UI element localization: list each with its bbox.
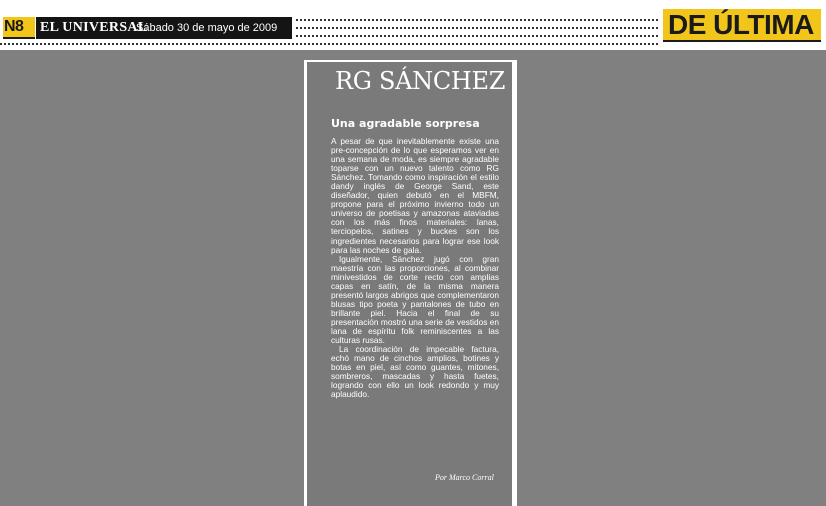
dotted-rule-bottom-left — [0, 43, 658, 45]
article-paragraph: La coordinación de impecable factura, echó mano de cinchos amplios, botines y botas en piel, así como guantes, mitones, sombreros, mascadas y hasta fuetes, logrando con ello un look redondo y muy aplaudido. — [331, 344, 499, 400]
article-paragraph: A pesar de que inevitablemente existe una pre-concepción de lo que esperamos ver en una semana de moda, es siempre agradable toparse con un nuevo talento como RG Sánchez. Tomando como inspiración el estilo dandy inglés de George Sand, este diseñador, quien debutó en el MBFM, propone para el próximo invierno todo un universo de poetisas y amazonas ataviadas con los más finos materiales: lanas, terciopelos, satines y buckes son los ingredientes necesarios para lograr ese look para las noches de gala. — [331, 136, 499, 255]
article-column — [304, 60, 517, 506]
dotted-rule-middle — [296, 27, 658, 29]
dotted-rule-bottom — [296, 35, 658, 37]
newspaper-name: EL UNIVERSAL — [40, 20, 148, 35]
section-title: DE ÚLTIMA — [668, 9, 814, 40]
issue-date: Sábado 30 de mayo de 2009 — [136, 22, 278, 34]
article-byline: Por Marco Corral — [435, 473, 494, 482]
page-number: N8 — [4, 18, 24, 35]
dotted-rule-top-right — [296, 19, 658, 21]
article-body — [331, 137, 499, 399]
article-panel — [307, 62, 512, 506]
article-headline: RG SÁNCHEZ — [335, 67, 506, 95]
article-subheadline: Una agradable sorpresa — [331, 117, 480, 130]
article-paragraph: Igualmente, Sánchez jugó con gran maestría con las proporciones, al combinar minivestidos de corte recto con amplias capas en satín, de la misma manera presentó largos abrigos que complementaron blusas tipo poeta y pantalones de tubo en brillante piel. Hacia el final de su presentación mostró una serie de vestidos en lana de espíritu folk reminiscentes a las culturas rusas. — [331, 253, 499, 346]
section-underline — [663, 40, 821, 42]
